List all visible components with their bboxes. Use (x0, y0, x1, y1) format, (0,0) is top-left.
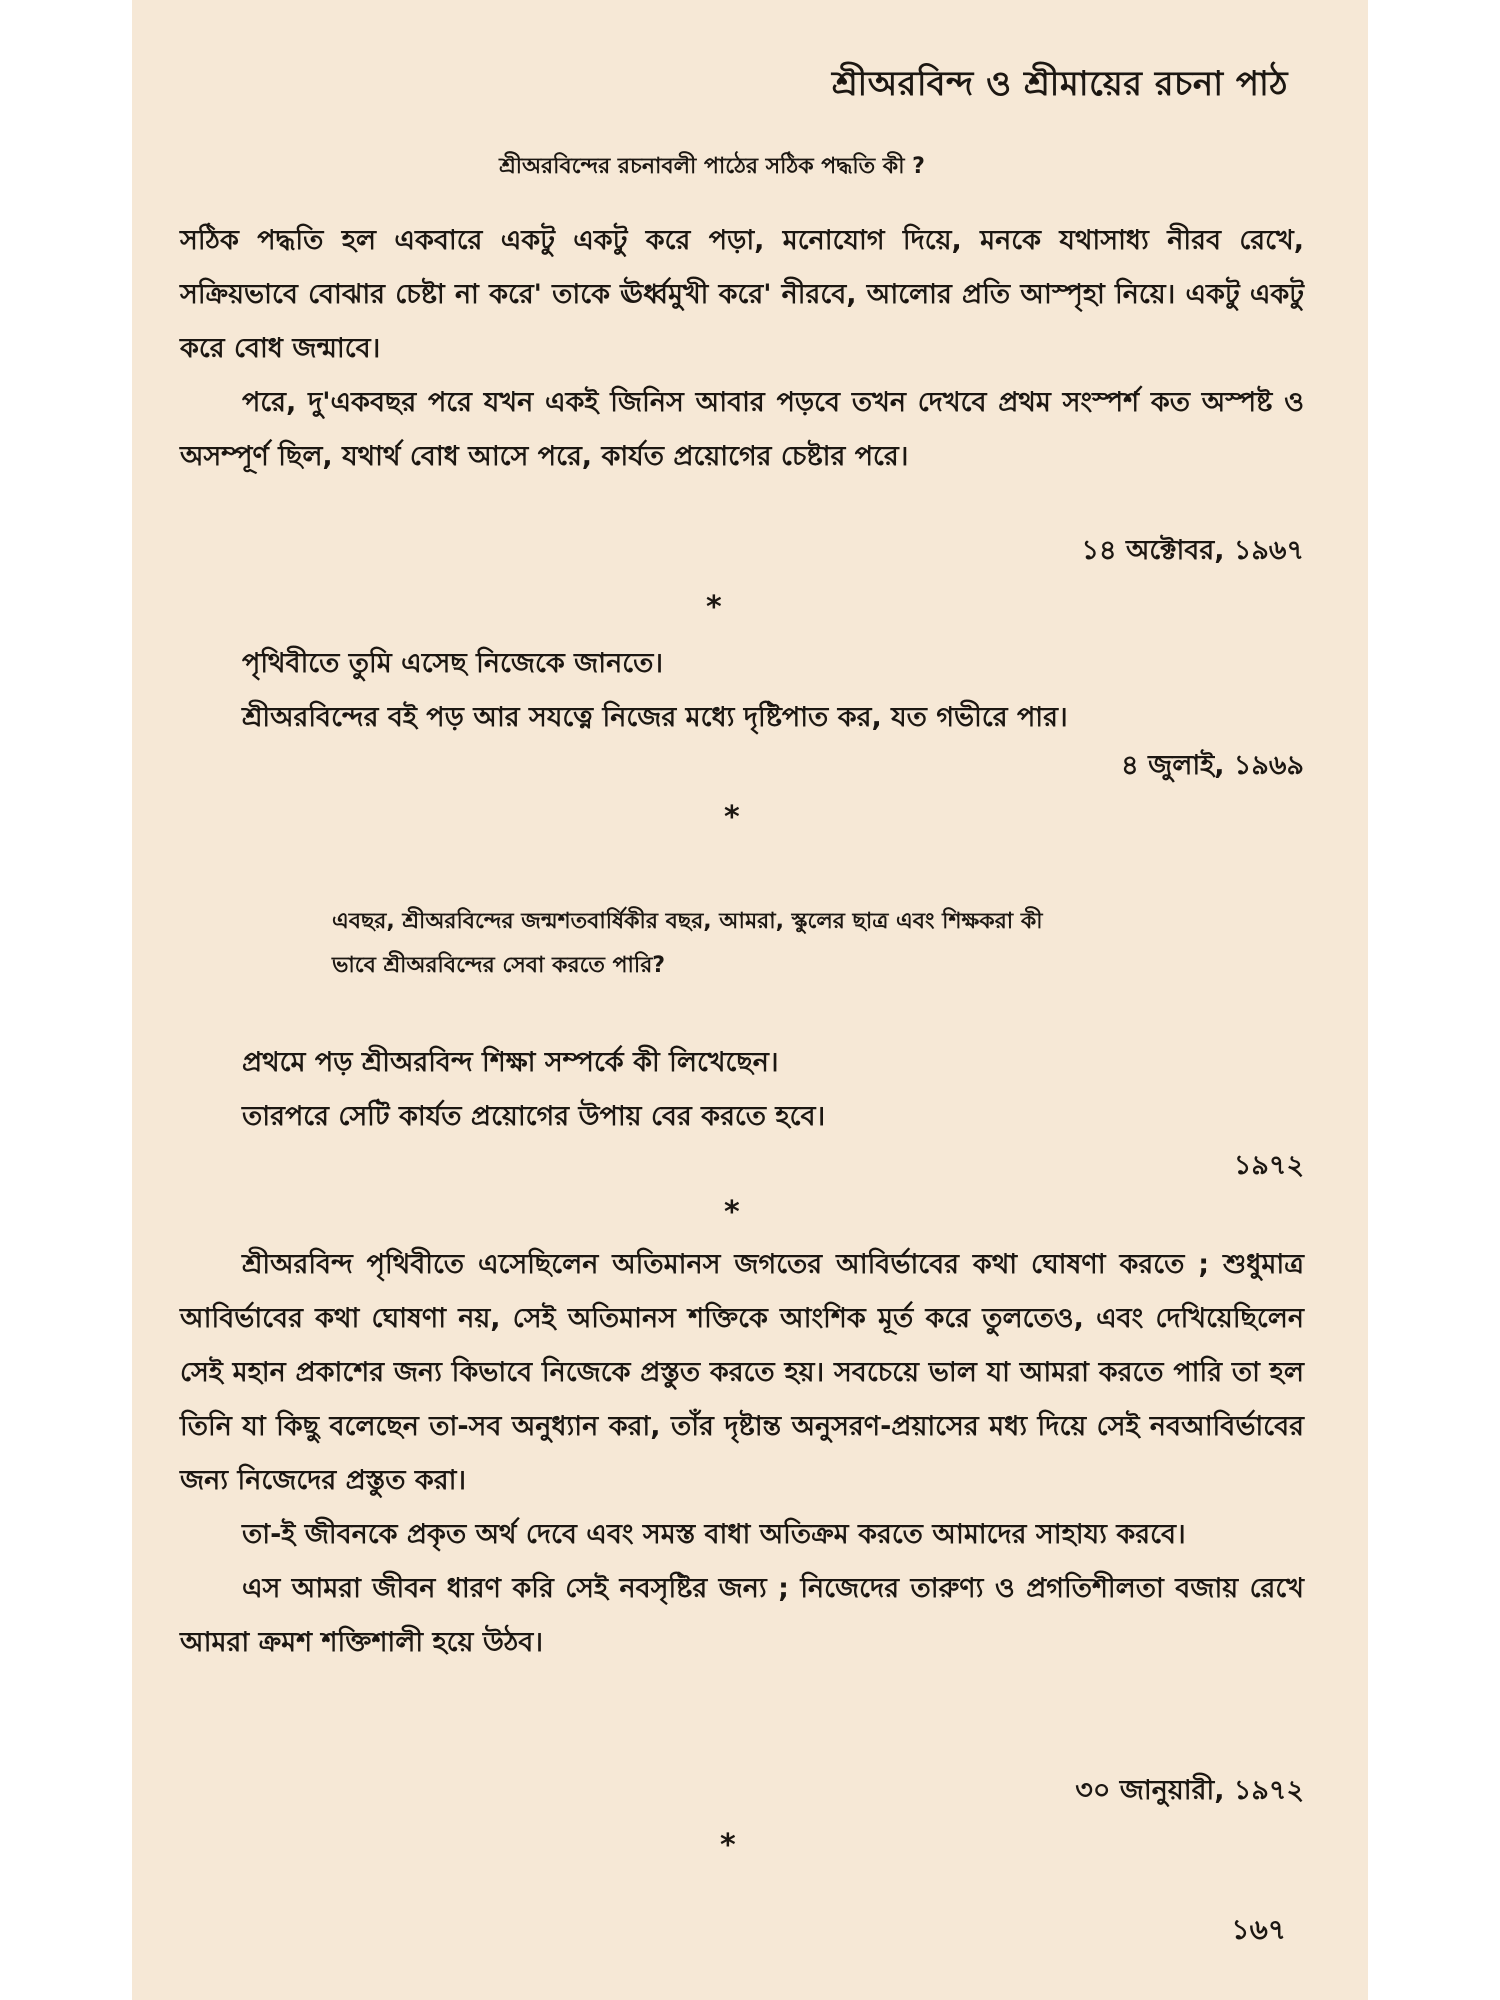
paragraph: সঠিক পদ্ধতি হল একবারে একটু একটু করে পড়া, মনোযোগ দিয়ে, মনকে যথাসাধ্য নীরব রেখে, সক্রিয়ভাবে বোঝার চেষ্টা না করে' তাকে ঊর্ধ্বমুখী করে' নীরবে, আলোর প্রতি আস্পৃহা নিয়ে। একটু একটু করে বোধ জন্মাবে। (180, 225, 1304, 364)
paragraph: শ্রীঅরবিন্দের বই পড় আর সযত্নে নিজের মধ্যে দৃষ্টিপাত কর, যত গভীরে পার। (242, 702, 1068, 733)
paragraph: তারপরে সেটি কার্যত প্রয়োগের উপায় বের করতে হবে। (242, 1101, 826, 1132)
paragraph: তা-ই জীবনকে প্রকৃত অর্থ দেবে এবং সমস্ত বাধা অতিক্রম করতে আমাদের সাহায্য করবে। (242, 1519, 1186, 1550)
book-page (132, 0, 1368, 2000)
question-heading: ভাবে শ্রীঅরবিন্দের সেবা করতে পারি? (332, 953, 666, 978)
date-line: ৪ জুলাই, ১৯৬৯ (1121, 750, 1304, 781)
paragraph: প্রথমে পড় শ্রীঅরবিন্দ শিক্ষা সম্পর্কে কী লিখেছেন। (242, 1047, 779, 1078)
section-centenary-answer (180, 1036, 1304, 1144)
section-reading-method (180, 145, 1304, 189)
question-heading: এবছর, শ্রীঅরবিন্দের জন্মশতবার্ষিকীর বছর, আমরা, স্কুলের ছাত্র এবং শিক্ষকরা কী (332, 909, 1043, 934)
section-centenary-question (332, 900, 1304, 988)
date-line: ১৯৭২ (1233, 1150, 1304, 1181)
section-reading-method-body (180, 214, 1304, 484)
section-separator: * (706, 590, 722, 625)
section-supramental (180, 1238, 1304, 1670)
paragraph: পৃথিবীতে তুমি এসেছ নিজেকে জানতে। (242, 648, 664, 679)
section-separator: * (724, 800, 740, 835)
paragraph: এস আমরা জীবন ধারণ করি সেই নবসৃষ্টির জন্য ; নিজেদের তারুণ্য ও প্রগতিশীলতা বজায় রেখে আমরা ক্রমশ শক্তিশালী হয়ে উঠব। (180, 1573, 1304, 1658)
page-number: ১৬৭ (1231, 1913, 1286, 1946)
date-line: ৩০ জানুয়ারী, ১৯৭২ (1075, 1775, 1304, 1806)
paragraph: শ্রীঅরবিন্দ পৃথিবীতে এসেছিলেন অতিমানস জগতের আবির্ভাবের কথা ঘোষণা করতে ; শুধুমাত্র আবির্ভাবের কথা ঘোষণা নয়, সেই অতিমানস শক্তিকে আংশিক মূর্ত করে তুলতেও, এবং দেখিয়েছিলেন সেই মহান প্রকাশের জন্য কিভাবে নিজেকে প্রস্তুত করতে হয়। সবচেয়ে ভাল যা আমরা করতে পারি তা হল তিনি যা কিছু বলেছেন তা-সব অনুধ্যান করা, তাঁর দৃষ্টান্ত অনুসরণ-প্রয়াসের মধ্য দিয়ে সেই নবআবির্ভাবের জন্য নিজেদের প্রস্তুত করা। (180, 1249, 1304, 1496)
running-header: শ্রীঅরবিন্দ ও শ্রীমায়ের রচনা পাঠ (831, 64, 1288, 104)
section-separator: * (724, 1195, 740, 1230)
date-line: ১৪ অক্টোবর, ১৯৬৭ (1081, 535, 1304, 566)
section-separator: * (720, 1828, 736, 1863)
paragraph: পরে, দু'একবছর পরে যখন একই জিনিস আবার পড়বে তখন দেখবে প্রথম সংস্পর্শ কত অস্পষ্ট ও অসম্পূর্ণ ছিল, যথার্থ বোধ আসে পরে, কার্যত প্রয়োগের চেষ্টার পরে। (180, 387, 1304, 472)
question-heading: শ্রীঅরবিন্দের রচনাবলী পাঠের সঠিক পদ্ধতি কী ? (499, 154, 925, 179)
section-know-yourself (180, 637, 1304, 745)
